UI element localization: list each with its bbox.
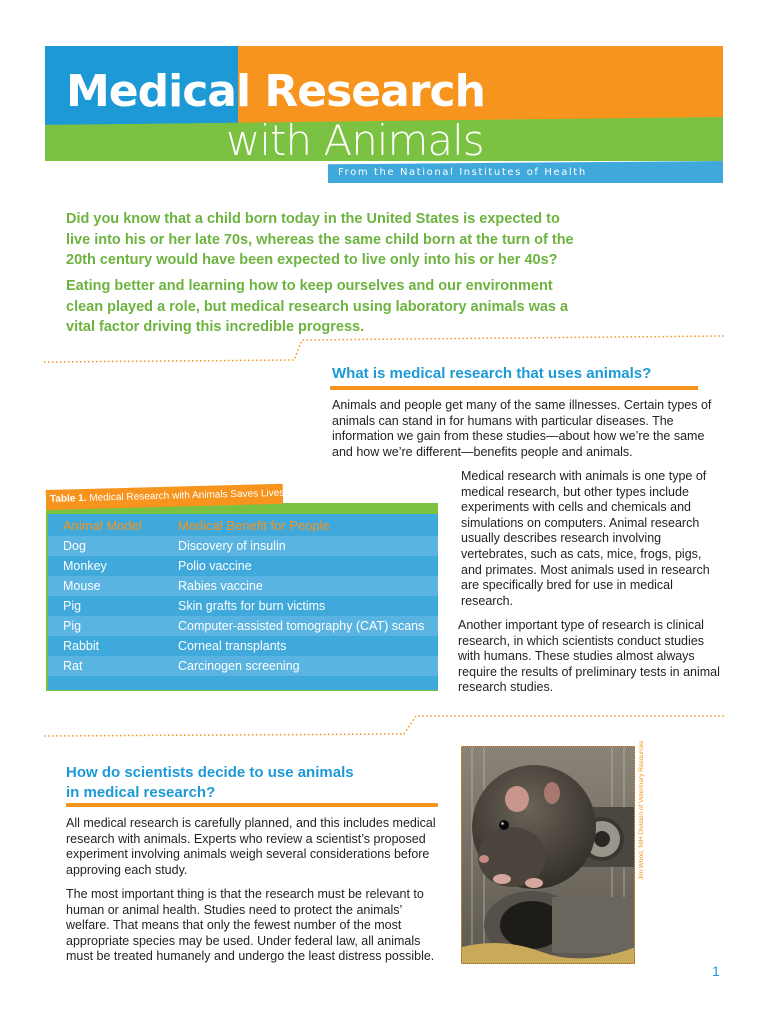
page-title-line2: with Animals bbox=[226, 116, 484, 165]
animal-benefits-table bbox=[48, 514, 438, 676]
intro-paragraph-2: Eating better and learning how to keep ourselves and our environment clean played a role, but medical research using laboratory animals was a vital factor driving this incredible progress. bbox=[66, 278, 569, 335]
table-row bbox=[48, 616, 438, 636]
section2-heading-line2: in medical research? bbox=[66, 784, 216, 801]
table-header-row bbox=[48, 514, 438, 536]
section1-paragraph-2: Medical research with animals is one type of medical research, but other types include experiments with cells and chemicals and simulations on computers. Animal research usually describes research involving vertebrates, such as cats, mice, frogs, pigs, and primates. Most animals used in research are specifically bred for use in medical research. bbox=[461, 469, 710, 608]
table-cell-benefit: Rabies vaccine bbox=[178, 576, 438, 596]
section2-paragraph-2: The most important thing is that the research must be relevant to human or animal health. Studies need to protect the animals’ welfare. That means that only the fewest number of the most appropriate species may be used. Under federal law, all animals must be treated humanely and undergo the least distress possible. bbox=[66, 887, 435, 964]
table-row bbox=[48, 596, 438, 616]
table-cell-benefit: Computer-assisted tomography (CAT) scans bbox=[178, 616, 438, 636]
table-cell-animal: Mouse bbox=[48, 576, 178, 596]
source-subtitle: From the National Institutes of Health bbox=[338, 167, 587, 178]
intro-paragraph-1: Did you know that a child born today in the United States is expected to live into his or her late 70s, whereas the same child born at the turn of the 20th century would have been expected to live only into his or her 40s? bbox=[66, 211, 574, 268]
table-caption-text: Medical Research with Animals Saves Lives bbox=[89, 487, 285, 504]
photo-credit: Jim Wood, NIH Division of Veterinary Resources bbox=[638, 740, 645, 880]
section1-paragraph-3: Another important type of research is clinical research, in which scientists conduct studies with humans. These studies almost always require the results of preliminary tests in animal research studies. bbox=[458, 618, 720, 695]
table-cell-animal: Rabbit bbox=[48, 636, 178, 656]
rat-photo-illustration bbox=[462, 747, 635, 964]
rat-photo bbox=[461, 746, 635, 964]
table-cell-benefit: Polio vaccine bbox=[178, 556, 438, 576]
table-cell-animal: Pig bbox=[48, 596, 178, 616]
page-title-line1: Medical Research bbox=[66, 66, 485, 117]
table-row bbox=[48, 576, 438, 596]
table-cell-animal: Monkey bbox=[48, 556, 178, 576]
dotted-divider-1 bbox=[44, 334, 724, 364]
table-row bbox=[48, 556, 438, 576]
page-number: 1 bbox=[712, 963, 720, 979]
dotted-divider-2 bbox=[44, 714, 724, 738]
table-row bbox=[48, 636, 438, 656]
table-bottom-band bbox=[48, 676, 438, 690]
section2-heading-underline bbox=[66, 803, 438, 807]
table-header-animal-model: Animal Model bbox=[48, 514, 178, 536]
table-cell-benefit: Carcinogen screening bbox=[178, 656, 438, 676]
section-heading-what-is: What is medical research that uses animals? bbox=[332, 365, 652, 382]
table-header-medical-benefit: Medical Benefit for People bbox=[178, 514, 438, 536]
table-cell-benefit: Skin grafts for burn victims bbox=[178, 596, 438, 616]
table-cell-benefit: Corneal transplants bbox=[178, 636, 438, 656]
table-cell-benefit: Discovery of insulin bbox=[178, 536, 438, 556]
table-cell-animal: Rat bbox=[48, 656, 178, 676]
table-row bbox=[48, 656, 438, 676]
section-heading-underline bbox=[330, 386, 698, 390]
table-cell-animal: Pig bbox=[48, 616, 178, 636]
table-caption-label: Table 1. bbox=[49, 492, 87, 505]
table-cell-animal: Dog bbox=[48, 536, 178, 556]
table-row bbox=[48, 536, 438, 556]
section1-paragraph-1: Animals and people get many of the same illnesses. Certain types of animals can stand in for humans with particular diseases. The information we gain from these studies—about how we’re the same and how we’re different—benefits people and animals. bbox=[332, 398, 712, 459]
section-heading-how-decide bbox=[66, 763, 366, 803]
section2-paragraph-1: All medical research is carefully planned, and this includes medical research with animals. Experts who review a scientist’s proposed experiment involving animals weigh several considerations before approving each study. bbox=[66, 816, 436, 877]
section2-heading-line1: How do scientists decide to use animals bbox=[66, 764, 354, 781]
